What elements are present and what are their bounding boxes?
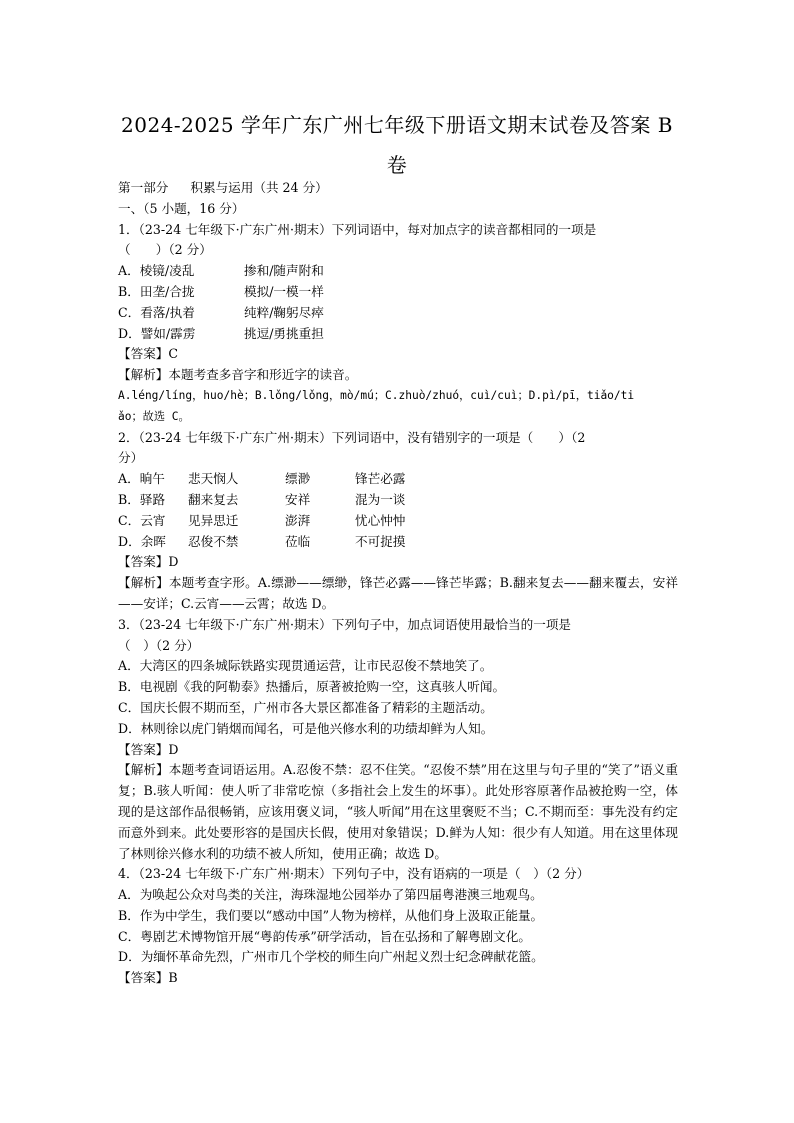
option-part2: 纯粹/鞠躬尽瘁 — [244, 304, 324, 320]
option-word2: 见异思迁 — [188, 512, 239, 528]
q2-option-d — [118, 532, 678, 553]
q2-option-a — [118, 469, 678, 490]
part-title: 积累与运用（共 24 分） — [190, 180, 328, 195]
option-word2: 忍俊不禁 — [188, 533, 239, 549]
q3-option-d: D．林则徐以虎门销烟而闻名，可是他兴修水利的功绩却鲜为人知。 — [118, 720, 494, 736]
q3-option-a: A．大湾区的四条城际铁路实现贯通运营，让市民忍俊不禁地笑了。 — [118, 658, 493, 674]
option-part2: 模拟/一模一样 — [244, 283, 324, 299]
q2-stem: 2．（23-24 七年级下·广东广州·期末）下列词语中，没有错别字的一项是（ ）（2 — [118, 429, 586, 445]
option-word1: C．云宵 — [118, 512, 166, 528]
option-word4: 不可捉摸 — [355, 533, 406, 549]
option-part1: B．田垄/合拢 — [118, 283, 195, 299]
section-heading: 一、（5 小题，16 分） — [118, 200, 245, 216]
q2-stem-cont: 分） — [118, 450, 144, 466]
q3-stem-cont: （ ）（2 分） — [118, 637, 200, 653]
option-word2: 翻来复去 — [188, 491, 239, 507]
q4-option-b: B．作为中学生，我们要以“感动中国”人物为榜样，从他们身上汲取正能量。 — [118, 907, 544, 923]
q3-option-b: B．电视剧《我的阿勒泰》热播后，原著被抢购一空，这真骇人听闻。 — [118, 679, 506, 695]
q1-answer: 【答案】C — [118, 346, 179, 362]
q1-option-d — [118, 324, 678, 345]
q2-answer: 【答案】D — [118, 554, 179, 570]
option-word4: 混为一谈 — [355, 491, 406, 507]
option-word2: 悲天悯人 — [188, 471, 239, 487]
option-word3: 莅临 — [285, 533, 311, 549]
q4-stem: 4．（23-24 七年级下·广东广州·期末）下列句子中，没有语病的一项是（ ）（2 分） — [118, 866, 590, 882]
document-body — [118, 178, 678, 989]
q4-option-d: D．为缅怀革命先烈，广州市几个学校的师生向广州起义烈士纪念碑献花篮。 — [118, 949, 544, 965]
q1-option-a — [118, 261, 678, 282]
option-part2: 掺和/随声附和 — [244, 263, 324, 279]
option-word4: 忧心忡忡 — [355, 512, 406, 528]
option-part1: A．棱镜/凌乱 — [118, 263, 195, 279]
q4-answer: 【答案】B — [118, 970, 178, 986]
part-label: 第一部分 — [118, 180, 169, 195]
q2-option-b — [118, 490, 678, 511]
q1-option-b — [118, 282, 678, 303]
option-part1: D．譬如/霹雳 — [118, 325, 196, 341]
document-title-line1: 2024-2025 学年广东广州七年级下册语文期末试卷及答案 B — [121, 113, 673, 137]
q2-option-c — [118, 511, 678, 532]
option-word1: D．余晖 — [118, 533, 166, 549]
part-heading — [118, 178, 678, 199]
q3-answer: 【答案】D — [118, 741, 179, 757]
q3-stem: 3．（23-24 七年级下·广东广州·期末）下列句子中，加点词语使用最恰当的一项是 — [118, 616, 572, 632]
q2-analysis: 【解析】本题考查字形。A.缥渺——缥缈，锋芒必露——锋芒毕露；B.翻来复去——翻来覆去，安祥——安详；C.云宵——云霄；故选 D。 — [118, 575, 678, 611]
option-word3: 缥渺 — [285, 471, 311, 487]
document-title-line2: 卷 — [386, 153, 408, 177]
q1-option-c — [118, 303, 678, 324]
q3-analysis: 【解析】本题考查词语运用。A.忍俊不禁：忍不住笑。“忍俊不禁”用在这里与句子里的“笑了”语义重复；B.骇人听闻：使人听了非常吃惊（多指社会上发生的坏事）。此处形容原著作品被抢购一空，体现的是这部作品很畅销，应该用褒义词，“骇人听闻”用在这里褒贬不当；C.不期而至：事先没有约定而意外到来。此处要形容的是国庆长假，使用对象错误；D.鲜为人知：很少有人知道。用在这里体现了林则徐兴修水利的功绩不被人所知，使用正确；故选 D。 — [118, 762, 678, 861]
option-part1: C．看落/执着 — [118, 304, 195, 320]
option-word1: B．驿路 — [118, 491, 166, 507]
option-part2: 挑逗/勇挑重担 — [244, 325, 324, 341]
q1-stem: 1．（23-24 七年级下·广东广州·期末）下列词语中，每对加点字的读音都相同的一项是 — [118, 221, 597, 237]
q3-option-c: C．国庆长假不期而至，广州市各大景区都准备了精彩的主题活动。 — [118, 699, 493, 715]
q4-option-c: C．粤剧艺术博物馆开展“粤韵传承”研学活动，旨在弘扬和了解粤剧文化。 — [118, 928, 531, 944]
q1-stem-cont: （ ）（2 分） — [118, 242, 212, 258]
option-word3: 澎湃 — [285, 512, 311, 528]
option-word1: A．晌午 — [118, 471, 165, 487]
q4-option-a: A．为唤起公众对鸟类的关注，海珠湿地公园举办了第四届粤港澳三地观鸟。 — [118, 887, 543, 903]
option-word3: 安祥 — [285, 491, 311, 507]
q1-pinyin-line2: ǎo；故选 C。 — [118, 409, 190, 423]
q1-pinyin-line1: A.léng/líng，huo/hè；B.lǒng/lǒng，mò/mú；C.zhuò/zhuó，cuì/cuì；D.pì/pī，tiǎo/ti — [118, 388, 635, 402]
option-word4: 锋芒必露 — [355, 471, 406, 487]
q1-analysis: 【解析】本题考查多音字和形近字的读音。 — [118, 367, 358, 383]
